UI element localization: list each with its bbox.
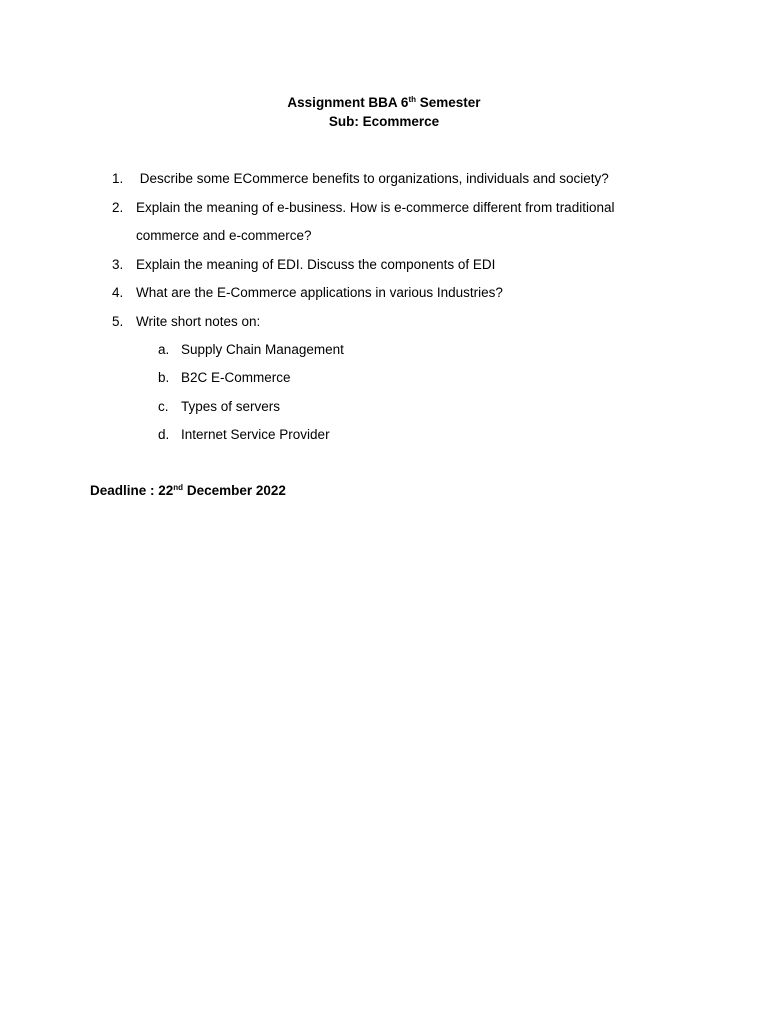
sub-item-text: Supply Chain Management [181, 342, 344, 357]
sub-item-letter: c. [158, 399, 169, 414]
deadline-superscript: nd [173, 483, 184, 492]
question-2-continuation: commerce and e-commerce? [136, 228, 312, 243]
deadline [90, 482, 286, 500]
assignment-title [0, 94, 768, 112]
title-prefix: Assignment BBA 6 [287, 95, 409, 110]
question-number: 5. [112, 314, 124, 329]
sub-item-letter: b. [158, 370, 170, 385]
sub-item-letter: d. [158, 427, 170, 442]
sub-item-b [158, 369, 291, 387]
question-3 [112, 256, 495, 274]
question-text: Explain the meaning of EDI. Discuss the components of EDI [136, 257, 496, 272]
deadline-suffix: December 2022 [183, 483, 286, 498]
question-text: Write short notes on: [136, 314, 261, 329]
question-number: 4. [112, 285, 124, 300]
title-superscript: th [408, 95, 417, 104]
sub-item-text: B2C E-Commerce [181, 370, 291, 385]
question-4 [112, 284, 503, 302]
question-2 [112, 199, 614, 217]
sub-item-text: Internet Service Provider [181, 427, 330, 442]
question-number: 3. [112, 257, 124, 272]
sub-item-a [158, 341, 344, 359]
deadline-prefix: Deadline : 22 [90, 483, 174, 498]
sub-item-text: Types of servers [181, 399, 281, 414]
question-text: Describe some ECommerce benefits to organizations, individuals and society? [136, 171, 609, 186]
question-number: 2. [112, 200, 124, 215]
question-text: What are the E-Commerce applications in various Industries? [136, 285, 503, 300]
question-5 [112, 313, 260, 331]
question-number: 1. [112, 171, 124, 186]
title-suffix: Semester [416, 95, 481, 110]
subject-line: Sub: Ecommerce [328, 114, 440, 129]
question-1 [112, 170, 609, 188]
sub-item-letter: a. [158, 342, 170, 357]
sub-item-c [158, 398, 280, 416]
sub-item-d [158, 426, 330, 444]
question-text: Explain the meaning of e-business. How is e-commerce different from traditional [136, 200, 615, 215]
